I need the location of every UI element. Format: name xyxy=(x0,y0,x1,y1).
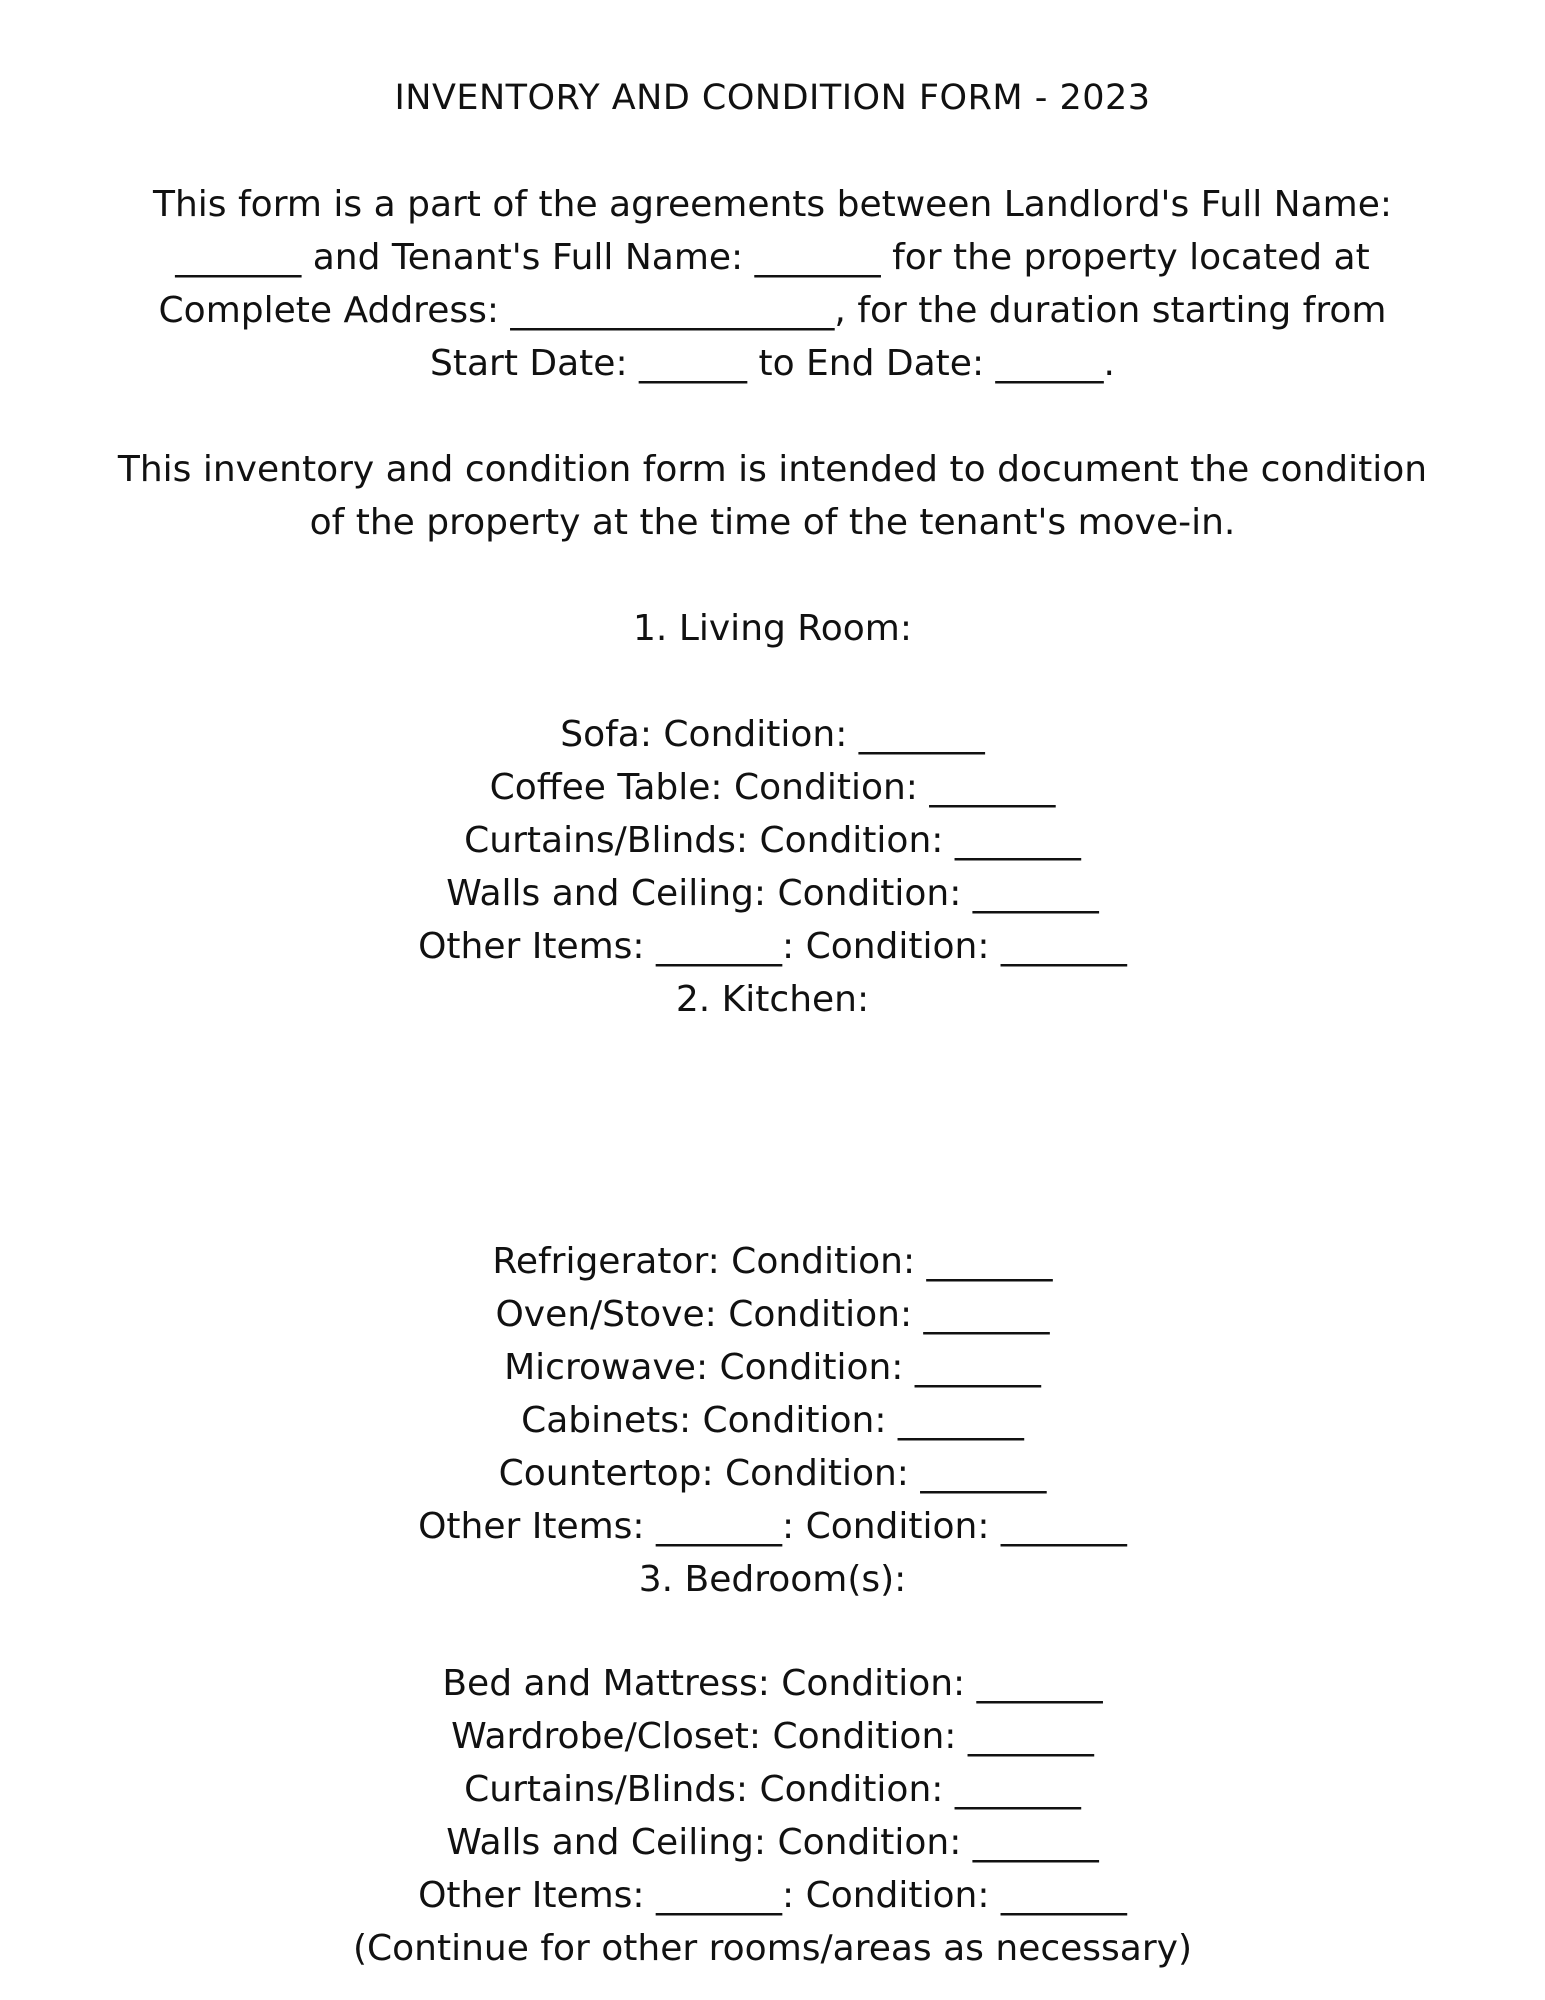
section-heading-living-room xyxy=(0,602,1545,655)
bedroom-item-curtains: Curtains/Blinds: Condition: _______ xyxy=(464,1769,1081,1810)
kitchen-item-countertop: Countertop: Condition: _______ xyxy=(498,1453,1047,1494)
bedroom-items xyxy=(0,1657,1545,1975)
kitchen-item-cabinets: Cabinets: Condition: _______ xyxy=(521,1400,1024,1441)
bedroom-item-bed: Bed and Mattress: Condition: _______ xyxy=(442,1663,1103,1704)
living-room-item-coffee-table: Coffee Table: Condition: _______ xyxy=(489,767,1056,808)
intro-paragraph xyxy=(0,178,1545,390)
bedroom-item-wardrobe: Wardrobe/Closet: Condition: _______ xyxy=(451,1716,1094,1757)
kitchen-heading: 2. Kitchen: xyxy=(675,979,870,1020)
bedroom-item-other: Other Items: _______: Condition: _______ xyxy=(418,1875,1127,1916)
living-room-item-walls: Walls and Ceiling: Condition: _______ xyxy=(446,873,1099,914)
living-room-heading: 1. Living Room: xyxy=(633,608,912,649)
purpose-line: of the property at the time of the tenant's move-in. xyxy=(309,502,1236,543)
intro-line: Start Date: ______ to End Date: ______. xyxy=(430,343,1115,384)
bedroom-item-walls: Walls and Ceiling: Condition: _______ xyxy=(446,1822,1099,1863)
purpose-paragraph xyxy=(0,443,1545,549)
kitchen-item-microwave: Microwave: Condition: _______ xyxy=(504,1347,1041,1388)
living-room-items xyxy=(0,708,1545,1026)
kitchen-item-refrigerator: Refrigerator: Condition: _______ xyxy=(492,1241,1053,1282)
living-room-item-sofa: Sofa: Condition: _______ xyxy=(560,714,985,755)
continue-note: (Continue for other rooms/areas as necessary) xyxy=(352,1928,1193,1969)
intro-line: This form is a part of the agreements between Landlord's Full Name: xyxy=(153,184,1392,225)
intro-line: Complete Address: __________________, for the duration starting from xyxy=(158,290,1387,331)
kitchen-item-other: Other Items: _______: Condition: _______ xyxy=(418,1506,1127,1547)
bedrooms-heading: 3. Bedroom(s): xyxy=(638,1559,907,1600)
living-room-item-other: Other Items: _______: Condition: _______ xyxy=(418,926,1127,967)
kitchen-item-oven: Oven/Stove: Condition: _______ xyxy=(495,1294,1050,1335)
kitchen-items xyxy=(0,1235,1545,1606)
form-title: INVENTORY AND CONDITION FORM - 2023 xyxy=(394,78,1151,118)
living-room-item-curtains: Curtains/Blinds: Condition: _______ xyxy=(464,820,1081,861)
intro-line: _______ and Tenant's Full Name: _______ for the property located at xyxy=(175,237,1370,278)
purpose-line: This inventory and condition form is intended to document the condition xyxy=(117,449,1428,490)
